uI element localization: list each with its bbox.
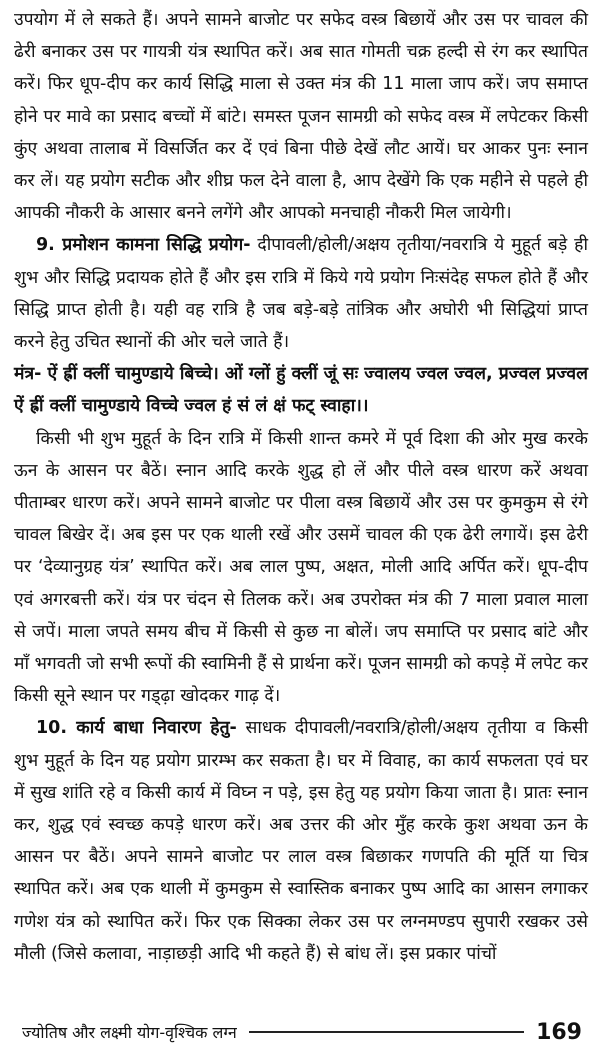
book-title: ज्योतिष और लक्ष्मी योग-वृश्चिक लग्न	[22, 1023, 237, 1042]
section-10-heading: 10. कार्य बाधा निवारण हेतु-	[36, 718, 237, 739]
section-9-procedure: किसी भी शुभ मुहूर्त के दिन रात्रि में किसी शान्त कमरे में पूर्व दिशा की ओर मुख करके ऊन के आसन पर बैठें। स्नान आदि करके शुद्ध हो लें और पीले वस्त्र धारण करें अथवा पीताम्बर धारण करें। अपने सामने बाजोट पर पीला वस्त्र बिछायें और उस पर कुमकुम से रंगे चावल बिखेर दें। अब इस पर एक थाली रखें और उसमें चावल की एक ढेरी लगायें। इस ढेरी पर ‘देव्यानुग्रह यंत्र’ स्थापित करें। अब लाल पुष्प, अक्षत, मोली आदि अर्पित करें। धूप-दीप एवं अगरबत्ती करें। यंत्र पर चंदन से तिलक करें। अब उपरोक्त मंत्र की 7 माला प्रवाल माला से जपें। माला जपते समय बीच में किसी से कुछ ना बोलें। जप समाप्ति पर प्रसाद बांटे और माँ भगवती जो सभी रूपों की स्वामिनी हैं से प्रार्थना करें। पूजन सामग्री को कपड़े में लपेट कर किसी सूने स्थान पर गड्ढ़ा खोदकर गाढ़ दें।	[14, 428, 588, 707]
footer-rule	[249, 1031, 524, 1033]
section-9-text: दीपावली/होली/अक्षय तृतीया/नवरात्रि ये मुहूर्त बड़े ही शुभ और सिद्धि प्रदायक होते हैं और इस रात्रि में किये गये प्रयोग निःसंदेह सफल होते हैं और सिद्धि प्राप्त होती है। यही वह रात्रि है जब बड़े-बड़े तांत्रिक और अघोरी भी सिद्धियां प्राप्त करने हेतु उचित स्थानों की ओर चले जाते हैं।	[14, 235, 588, 353]
section-10-paragraph	[14, 712, 588, 970]
section-9-mantra: मंत्र- ऐं ह्रीं क्लीं चामुण्डाये बिच्चे। ओं ग्लों हुं क्लीं जूं सः ज्वालय ज्वल ज्वल, प्रज्वल प्रज्वल ऐं ह्रीं क्लीं चामुण्डाये विच्चे ज्वल हं सं लं क्षं फट् स्वाहा।।	[14, 364, 588, 417]
paragraph-intro: उपयोग में ले सकते हैं। अपने सामने बाजोट पर सफेद वस्त्र बिछायें और उस पर चावल की ढेरी बनाकर उस पर गायत्री यंत्र स्थापित करें। अब सात गोमती चक्र हल्दी से रंग कर स्थापित करें। फिर धूप-दीप कर कार्य सिद्धि माला से उक्त मंत्र की 11 माला जाप करें। जप समाप्त होने पर मावे का प्रसाद बच्चों में बांटे। समस्त पूजन सामग्री को सफेद वस्त्र में लपेटकर किसी कुंए अथवा तालाब में विसर्जित कर दें एवं बिना पीछे देखें लौट आयें। घर आकर पुनः स्नान कर लें। यह प्रयोग सटीक और शीघ्र फल देने वाला है, आप देखेंगे कि एक महीने से पहले ही आपकी नौकरी के आसार बनने लगेंगे और आपको मनचाही नौकरी मिल जायेगी।	[14, 10, 588, 224]
page-footer	[22, 1012, 582, 1052]
page-number: 169	[536, 1019, 582, 1045]
section-9-heading: 9. प्रमोशन कामना सिद्धि प्रयोग-	[36, 235, 251, 256]
page-body	[14, 4, 588, 970]
section-10-text: साधक दीपावली/नवरात्रि/होली/अक्षय तृतीया व किसी शुभ मुहूर्त के दिन यह प्रयोग प्रारम्भ कर सकता है। घर में विवाह, का कार्य सफलता एवं घर में सुख शांति रहे व किसी कार्य में विघ्न न पड़े, इस हेतु यह प्रयोग किया जाता है। प्रातः स्नान कर, शुद्ध एवं स्वच्छ कपड़े धारण करें। अब उत्तर की ओर मुँह करके कुश अथवा ऊन के आसन पर बैठें। अपने सामने बाजोट पर लाल वस्त्र बिछाकर गणपति की मूर्ति या चित्र स्थापित करें। अब एक थाली में कुमकुम से स्वास्तिक बनाकर पुष्प आदि का आसन लगाकर गणेश यंत्र को स्थापित करें। फिर एक सिक्का लेकर उस पर लग्नमण्डप सुपारी रखकर उसे मौली (जिसे कलावा, नाड़ाछड़ी आदि भी कहते हैं) से बांध लें। इस प्रकार पांचों	[14, 718, 588, 964]
section-9-paragraph	[14, 229, 588, 358]
